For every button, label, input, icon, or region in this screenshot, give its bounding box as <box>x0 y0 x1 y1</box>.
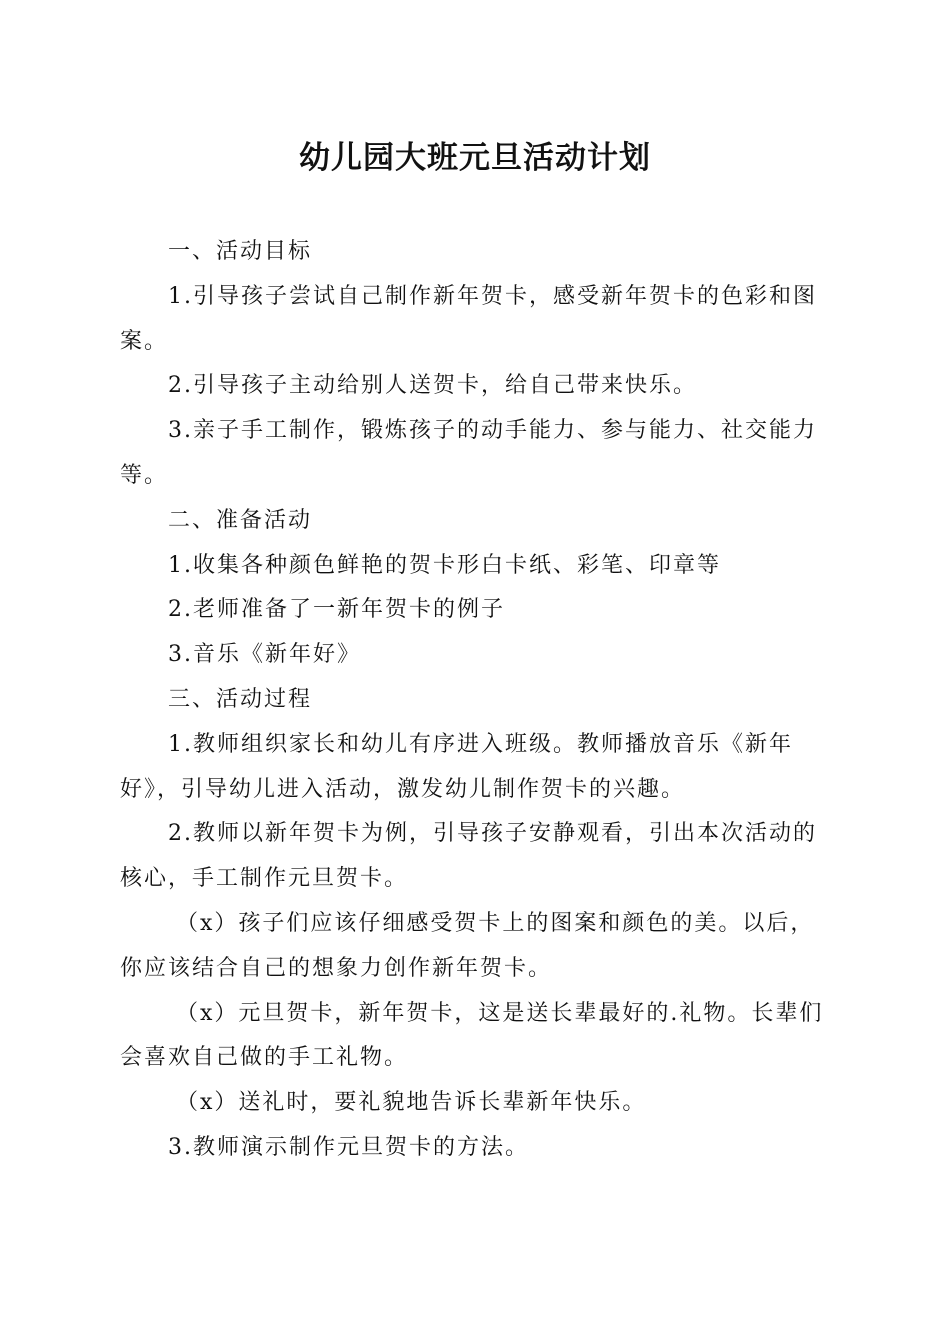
section-heading-process: 三、活动过程 <box>168 686 313 712</box>
paragraph: 1.收集各种颜色鲜艳的贺卡形白卡纸、彩笔、印章等 <box>168 552 721 578</box>
document-body <box>120 230 832 1171</box>
paragraph: 1.教师组织家长和幼儿有序进入班级。教师播放音乐《新年好》，引导幼儿进入活动，激发幼儿制作贺卡的兴趣。 <box>120 731 793 802</box>
paragraph: （x）元旦贺卡，新年贺卡，这是送长辈最好的.礼物。长辈们会喜欢自己做的手工礼物。 <box>120 1000 824 1071</box>
paragraph: 3.教师演示制作元旦贺卡的方法。 <box>168 1134 529 1160</box>
paragraph: （x）孩子们应该仔细感受贺卡上的图案和颜色的美。以后，你应该结合自己的想象力创作新年贺卡。 <box>120 910 815 981</box>
paragraph: 3.亲子手工制作，锻炼孩子的动手能力、参与能力、社交能力等。 <box>120 418 817 488</box>
document-title: 幼儿园大班元旦活动计划 <box>299 140 651 176</box>
paragraph: 2.教师以新年贺卡为例，引导孩子安静观看，引出本次活动的核心，手工制作元旦贺卡。 <box>120 821 817 892</box>
paragraph: 2.老师准备了一新年贺卡的例子 <box>168 597 505 623</box>
paragraph: （x）送礼时，要礼貌地告诉长辈新年快乐。 <box>176 1090 647 1116</box>
paragraph: 2.引导孩子主动给别人送贺卡，给自己带来快乐。 <box>168 373 697 399</box>
paragraph: 3.音乐《新年好》 <box>168 642 361 668</box>
section-heading-preparation: 二、准备活动 <box>168 507 313 533</box>
paragraph: 1.引导孩子尝试自己制作新年贺卡，感受新年贺卡的色彩和图案。 <box>120 283 817 354</box>
section-heading-goals: 一、活动目标 <box>168 239 313 264</box>
